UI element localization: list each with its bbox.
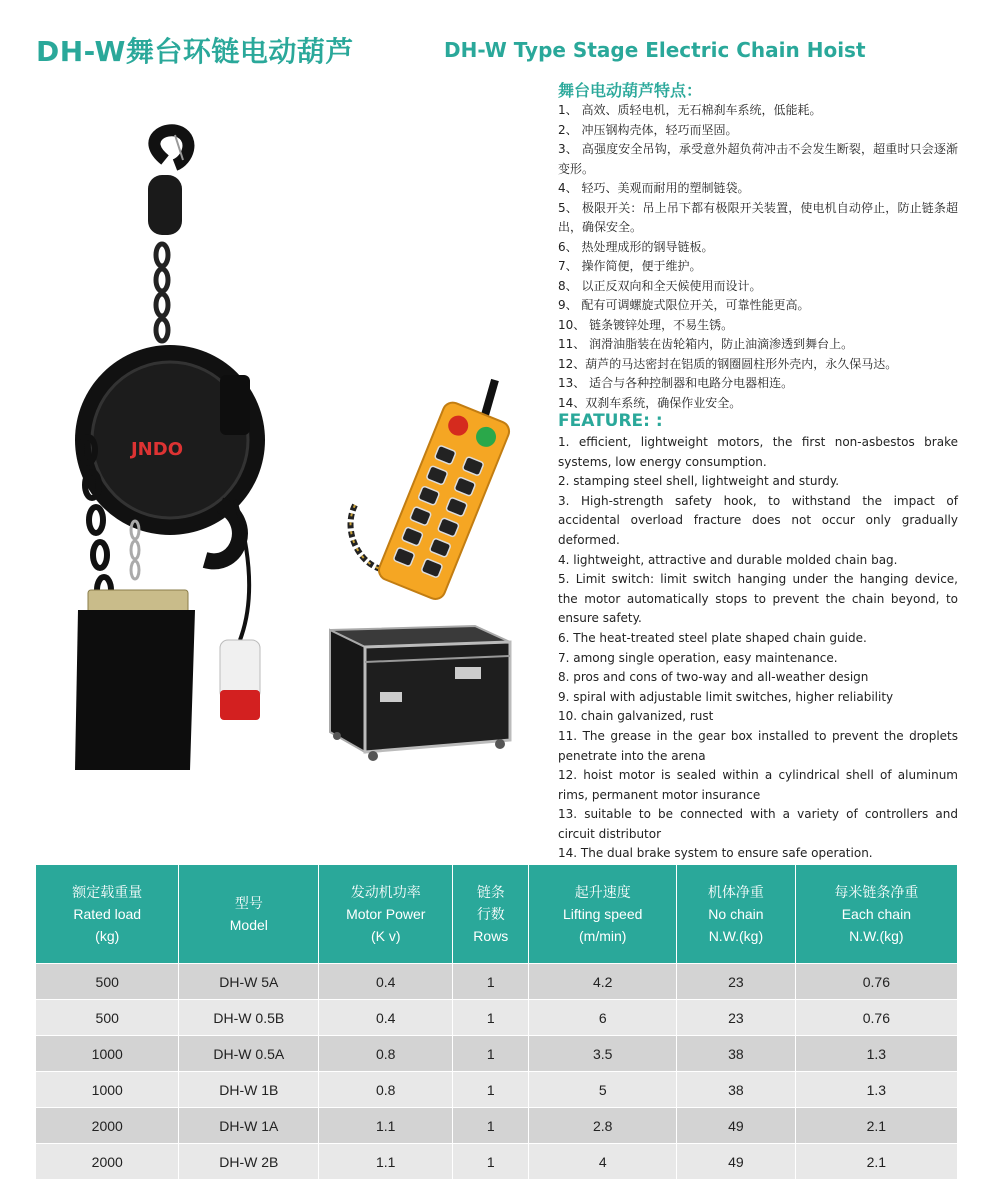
table-cell: 5: [529, 1071, 677, 1107]
hoist-brand-label: JNDO: [130, 439, 184, 460]
table-cell: 0.8: [319, 1035, 453, 1071]
table-cell: 4: [529, 1143, 677, 1179]
specifications-table: [36, 865, 957, 1179]
column-header-line: N.W.(kg): [708, 928, 764, 944]
table-row: [36, 1035, 957, 1071]
column-header-line: (kg): [95, 928, 120, 944]
feature-cn-item: 6、 热处理成形的钢导链板。: [558, 239, 714, 254]
column-header-line: (K v): [370, 928, 401, 944]
feature-cn-item: 7、 操作简便，便于维护。: [558, 259, 702, 273]
features-cn-heading: 舞台电动葫芦特点：: [558, 81, 703, 100]
table-cell: 2.1: [796, 1107, 957, 1143]
table-row: [36, 963, 957, 999]
table-cell: 6: [529, 999, 677, 1035]
table-cell: 4.2: [529, 963, 677, 999]
column-header-line: No chain: [708, 906, 764, 922]
column-header-line: 型号: [234, 895, 263, 911]
table-row: [36, 1107, 957, 1143]
column-header-line: 行数: [476, 906, 505, 922]
table-cell: 500: [36, 999, 179, 1035]
column-header-line: 每米链条净重: [834, 884, 919, 900]
column-header-line: Motor Power: [346, 906, 426, 922]
column-header-line: 机体净重: [707, 884, 764, 900]
feature-en-item: 9. spiral with adjustable limit switches, higher reliability: [558, 689, 894, 704]
table-cell: 2.1: [796, 1143, 957, 1179]
feature-cn-item: 5、 极限开关：吊上吊下都有极限开关装置，使电机自动停止，防止链条超出，确保安全。: [558, 200, 958, 234]
feature-en-item: 8. pros and cons of two-way and all-weather design: [558, 670, 869, 685]
page-title-en: DH-W Type Stage Electric Chain Hoist: [444, 38, 866, 62]
table-header-row: [36, 865, 957, 963]
feature-en-item: 14. The dual brake system to ensure safe operation.: [558, 846, 873, 861]
feature-cn-item: 8、 以正反双向和全天候使用而设计。: [558, 278, 762, 293]
column-header: [453, 865, 529, 963]
table-cell: 38: [677, 1035, 796, 1071]
table-cell: 1: [453, 1035, 529, 1071]
feature-cn-item: 4、 轻巧、美观而耐用的塑制链袋。: [558, 181, 750, 195]
column-header-line: 额定载重量: [72, 884, 143, 900]
column-header: [319, 865, 453, 963]
table-cell: 0.4: [319, 999, 453, 1035]
table-cell: 0.76: [796, 999, 957, 1035]
feature-cn-item: 14、双刹车系统，确保作业安全。: [558, 395, 742, 410]
feature-en-item: 1. efficient, lightweight motors, the first non-asbestos brake systems, low energy consumption.: [558, 435, 958, 469]
table-cell: 1.3: [796, 1071, 957, 1107]
table-cell: 23: [677, 963, 796, 999]
table-cell: DH-W 2B: [179, 1143, 319, 1179]
table-cell: 2000: [36, 1143, 179, 1179]
feature-cn-item: 1、 高效、质轻电机，无石棉刹车系统，低能耗。: [558, 103, 822, 117]
column-header-line: 发动机功率: [350, 884, 421, 900]
feature-en-item: 7. among single operation, easy maintenance.: [558, 650, 838, 665]
column-header-line: 链条: [476, 884, 505, 900]
table-cell: 0.76: [796, 963, 957, 999]
chain-hoist-image: [70, 120, 280, 770]
table-row: [36, 1143, 957, 1179]
table-cell: 0.4: [319, 963, 453, 999]
feature-cn-item: 3、 高强度安全吊钩，承受意外超负荷冲击不会发生断裂，超重时只会逐渐变形。: [558, 142, 958, 176]
table-cell: 1.1: [319, 1143, 453, 1179]
column-header-line: Lifting speed: [563, 906, 643, 922]
feature-cn-item: 12、葫芦的马达密封在铝质的钢圈圆柱形外壳内，永久保马达。: [558, 356, 898, 371]
table-cell: 2.8: [529, 1107, 677, 1143]
column-header: [529, 865, 677, 963]
table-cell: 1.3: [796, 1035, 957, 1071]
column-header: [36, 865, 179, 963]
features-en-list: [558, 433, 958, 864]
flight-case-image: [325, 622, 515, 762]
table-cell: 23: [677, 999, 796, 1035]
table-cell: 0.8: [319, 1071, 453, 1107]
column-header: [677, 865, 796, 963]
table-cell: 1: [453, 999, 529, 1035]
table-row: [36, 999, 957, 1035]
column-header: [179, 865, 319, 963]
table-cell: DH-W 1B: [179, 1071, 319, 1107]
table-cell: 38: [677, 1071, 796, 1107]
feature-en-item: 2. stamping steel shell, lightweight and sturdy.: [558, 474, 840, 489]
feature-cn-item: 2、 冲压钢构壳体，轻巧而坚固。: [558, 122, 738, 137]
feature-en-item: 12. hoist motor is sealed within a cylindrical shell of aluminum rims, permanent motor insurance: [558, 768, 958, 802]
table-cell: DH-W 5A: [179, 963, 319, 999]
feature-cn-item: 9、 配有可调螺旋式限位开关，可靠性能更高。: [558, 298, 810, 312]
table-row: [36, 1071, 957, 1107]
table-cell: DH-W 0.5B: [179, 999, 319, 1035]
column-header-line: Model: [229, 917, 268, 933]
table-cell: 2000: [36, 1107, 179, 1143]
feature-en-item: 13. suitable to be connected with a variety of controllers and circuit distributor: [558, 807, 958, 841]
table-cell: 1.1: [319, 1107, 453, 1143]
table-cell: 49: [677, 1143, 796, 1179]
table-cell: 500: [36, 963, 179, 999]
column-header-line: (m/min): [579, 928, 627, 944]
table-cell: DH-W 1A: [179, 1107, 319, 1143]
feature-cn-item: 13、 适合与各种控制器和电路分电器相连。: [558, 376, 794, 390]
features-cn-list: [558, 101, 958, 413]
feature-cn-item: 11、 润滑油脂装在齿轮箱内，防止油滴渗透到舞台上。: [558, 337, 854, 351]
table-cell: 1: [453, 1071, 529, 1107]
column-header-line: Rows: [473, 928, 509, 944]
column-header-line: N.W.(kg): [849, 928, 904, 944]
table-cell: DH-W 0.5A: [179, 1035, 319, 1071]
feature-en-item: 10. chain galvanized, rust: [558, 709, 714, 724]
feature-en-item: 6. The heat-treated steel plate shaped chain guide.: [558, 630, 867, 645]
feature-en-item: 5. Limit switch: limit switch hanging under the hanging device, the motor automatically stops to prevent the chain beyond, to ensure safety.: [558, 572, 958, 626]
table-cell: 1: [453, 1143, 529, 1179]
column-header: [796, 865, 957, 963]
features-en-heading: FEATURE: :: [558, 411, 663, 431]
feature-cn-item: 10、 链条镀锌处理，不易生锈。: [558, 317, 734, 332]
feature-en-item: 11. The grease in the gear box installed to prevent the droplets penetrate into the arena: [558, 728, 958, 763]
table-cell: 3.5: [529, 1035, 677, 1071]
column-header-line: Each chain: [841, 906, 911, 922]
feature-en-item: 3. High-strength safety hook, to withstand the impact of accidental overload fracture does not occur only gradually deformed.: [558, 493, 958, 547]
table-cell: 1000: [36, 1071, 179, 1107]
page-title-cn: DH-W舞台环链电动葫芦: [36, 35, 354, 68]
column-header-line: Rated load: [73, 906, 142, 922]
feature-en-item: 4. lightweight, attractive and durable molded chain bag.: [558, 552, 898, 567]
remote-control-image: [345, 375, 515, 600]
table-cell: 49: [677, 1107, 796, 1143]
table-cell: 1: [453, 1107, 529, 1143]
table-cell: 1000: [36, 1035, 179, 1071]
column-header-line: 起升速度: [574, 884, 631, 900]
table-cell: 1: [453, 963, 529, 999]
